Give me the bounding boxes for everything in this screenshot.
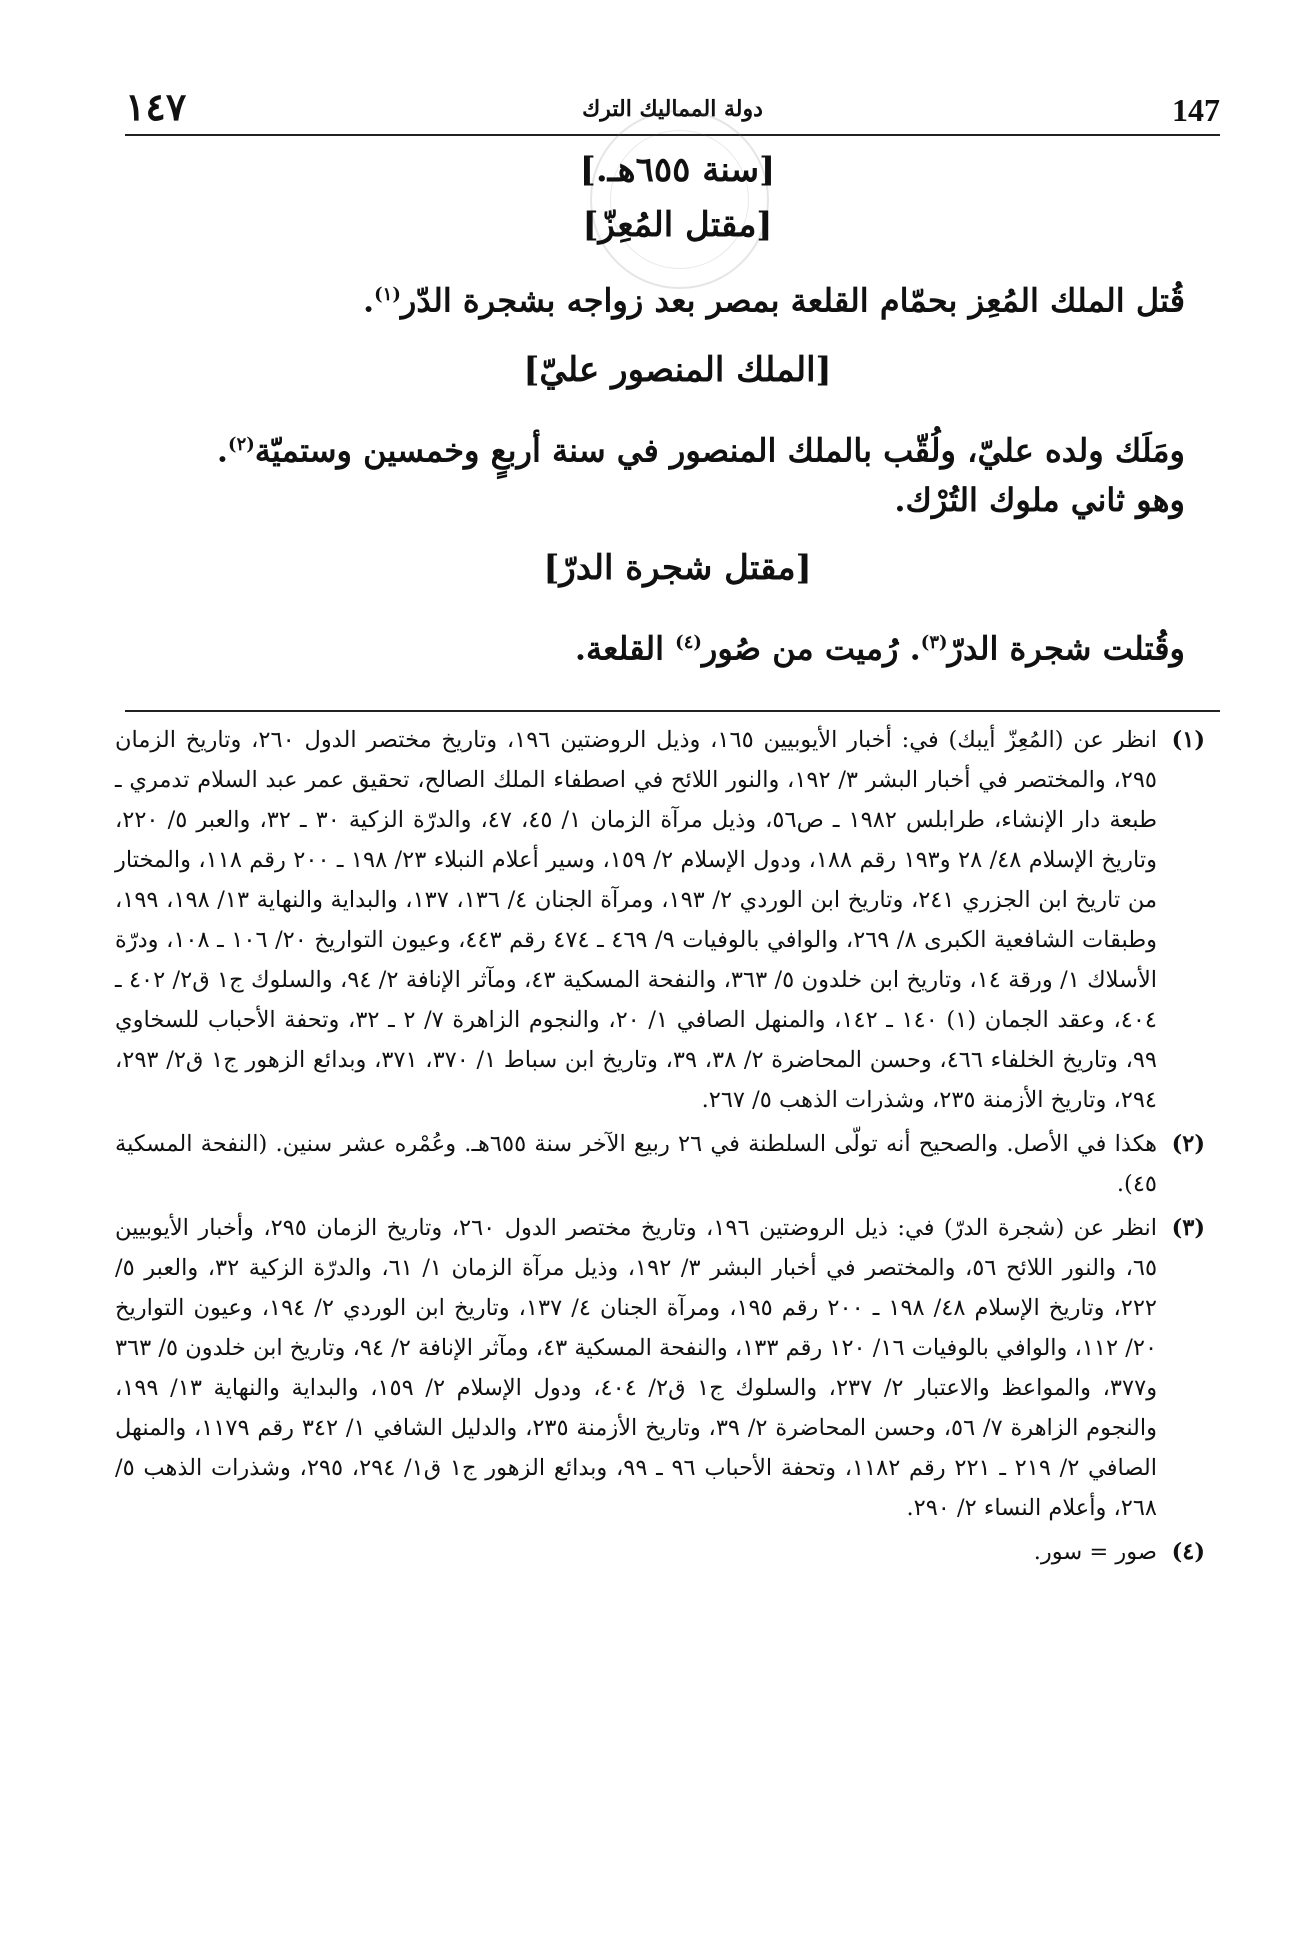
- running-title: دولة المماليك الترك: [582, 96, 763, 122]
- paragraph-4-text-c: القلعة.: [574, 629, 676, 668]
- paragraph-2: [170, 420, 1185, 476]
- footnote-2: [115, 1124, 1205, 1204]
- paragraph-4-text-a: وقُتلت شجرة الدرّ: [947, 629, 1185, 668]
- paragraph-3: وهو ثاني ملوك التُرْك.: [894, 481, 1185, 519]
- paragraph-1-text: قُتل الملك المُعِز بحمّام القلعة بمصر بعد زواجه بشجرة الدّر: [400, 281, 1185, 320]
- footnote-ref-4[interactable]: (٤): [675, 632, 702, 653]
- paragraph-1-end: .: [362, 281, 375, 320]
- footnote-text: انظر عن (شجرة الدرّ) في: ذيل الروضتين ١٩٦، وتاريخ مختصر الدول ٢٦٠، وتاريخ الزمان ٢٩٥، وأخبار الأيوبيين ٦٥، والنور اللائح ٥٦، والمختصر في أخبار البشر ٣/ ١٩٢، وذيل مرآة الزمان ١/ ٦١، والدرّة الزكية ٣٢، والعبر ٥/ ٢٢٢، وتاريخ الإسلام ٤٨/ ١٩٨ ـ ٢٠٠ رقم ١٩٥، ومرآة الجنان ٤/ ١٣٧، وتاريخ ابن الوردي ٢/ ١٩٤، وعيون التواريخ ٢٠/ ١١٢، والوافي بالوفيات ١٦/ ١٢٠ رقم ١٣٣، والنفحة المسكية ٤٣، ومآثر الإنافة ٢/ ٩٤، وتاريخ ابن خلدون ٥/ ٣٦٣ و٣٧٧، والمواعظ والاعتبار ٢/ ٢٣٧، والسلوك ج١ ق٢/ ٤٠٤، ودول الإسلام ٢/ ١٥٩، والبداية والنهاية ١٣/ ١٩٩، والنجوم الزاهرة ٧/ ٥٦، وحسن المحاضرة ٢/ ٣٩، وتاريخ الأزمنة ٢٣٥، والدليل الشافي ١/ ٣٤٢ رقم ١١٧٩، والمنهل الصافي ٢/ ٢١٩ ـ ٢٢١ رقم ١١٨٢، وتحفة الأحباب ٩٦ ـ ٩٩، وبدائع الزهور ج١ ق١/ ٢٩٤، ٢٩٥، وشذرات الذهب ٥/ ٢٦٨، وأعلام النساء ٢/ ٢٩٠.: [115, 1215, 1158, 1521]
- heading-killing-of-shajar-al-durr: [مقتل شجرة الدرّ]: [543, 548, 812, 588]
- footnote-text: انظر عن (المُعِزّ أيبك) في: أخبار الأيوبيين ١٦٥، وذيل الروضتين ١٩٦، وتاريخ مختصر الدول ٢٦٠، وتاريخ الزمان ٢٩٥، والمختصر في أخبار البشر ٣/ ١٩٢، والنور اللائح في اصطفاء الملك الصالح، تحقيق عمر عبد السلام تدمري ـ طبعة دار الإنشاء، طرابلس ١٩٨٢ ـ ص٥٦، وذيل مرآة الزمان ١/ ٤٥، ٤٧، والدرّة الزكية ٣٠ ـ ٣٢، والعبر ٥/ ٢٢٠، وتاريخ الإسلام ٤٨/ ٢٨ و١٩٣ رقم ١٨٨، ودول الإسلام ٢/ ١٥٩، وسير أعلام النبلاء ٢٣/ ١٩٨ ـ ٢٠٠ رقم ١١٨، والمختار من تاريخ ابن الجزري ٢٤١، وتاريخ ابن الوردي ٢/ ١٩٣، ومرآة الجنان ٤/ ١٣٦، ١٣٧، والبداية والنهاية ١٣/ ١٩٨، ١٩٩، وطبقات الشافعية الكبرى ٨/ ٢٦٩، والوافي بالوفيات ٩/ ٤٦٩ ـ ٤٧٤ رقم ٤٤٣، وعيون التواريخ ٢٠/ ١٠٦ ـ ١٠٨، ودرّة الأسلاك ١/ ورقة ١٤، وتاريخ ابن خلدون ٥/ ٣٦٣، والنفحة المسكية ٤٣، ومآثر الإنافة ٢/ ٩٤، والسلوك ج١ ق٢/ ٤٠٢ ـ ٤٠٤، وعقد الجمان (١) ١٤٠ ـ ١٤٢، والمنهل الصافي ١/ ٢٠، والنجوم الزاهرة ٧/ ٢ ـ ٣٢، وتحفة الأحباب للسخاوي ٩٩، وتاريخ الخلفاء ٤٦٦، وحسن المحاضرة ٢/ ٣٨، ٣٩، وتاريخ ابن سباط ١/ ٣٧٠، ٣٧١، وبدائع الزهور ج١ ق٢/ ٢٩٣، ٢٩٤، وتاريخ الأزمنة ٢٣٥، وشذرات الذهب ٥/ ٢٦٧.: [115, 727, 1158, 1113]
- heading-killing-of-muizz: [مقتل المُعِزّ]: [582, 205, 773, 245]
- footnote-number: (٤): [1171, 1539, 1205, 1565]
- footnote-1: [115, 720, 1205, 1120]
- footnote-number: (٢): [1171, 1131, 1205, 1157]
- page-number-arabic: ١٤٧: [125, 84, 187, 129]
- footnote-ref-1[interactable]: (١): [374, 284, 401, 305]
- footnote-4: [115, 1532, 1205, 1572]
- footnote-text: هكذا في الأصل. والصحيح أنه تولّى السلطنة في ٢٦ ربيع الآخر سنة ٦٥٥هـ. وعُمْره عشر سنين. (النفحة المسكية ٤٥).: [115, 1131, 1157, 1197]
- paragraph-4: [170, 618, 1185, 674]
- paragraph-2-text: ومَلَك ولده عليّ، ولُقّب بالملك المنصور في سنة أربعٍ وخمسين وستميّة: [254, 431, 1185, 470]
- footnotes: [115, 720, 1205, 1572]
- page-number-latin: 147: [1172, 92, 1220, 128]
- footnote-ref-2[interactable]: (٢): [228, 434, 255, 455]
- footnote-number: (١): [1171, 727, 1205, 753]
- footnote-number: (٣): [1171, 1215, 1205, 1241]
- year-heading: [سنة ٦٥٥هـ.]: [579, 150, 776, 190]
- paragraph-2-end: .: [216, 431, 229, 470]
- footnote-3: [115, 1208, 1205, 1528]
- watermark-stamp: [590, 110, 769, 289]
- heading-mansur-ali: [الملك المنصور عليّ]: [523, 350, 832, 390]
- paragraph-1: [170, 270, 1185, 326]
- footnote-ref-3[interactable]: (٣): [920, 632, 948, 653]
- footnote-text: صور = سور.: [1033, 1539, 1157, 1565]
- footnote-divider: [125, 710, 1220, 712]
- paragraph-4-text-b: . رُميت من صُور: [701, 629, 921, 668]
